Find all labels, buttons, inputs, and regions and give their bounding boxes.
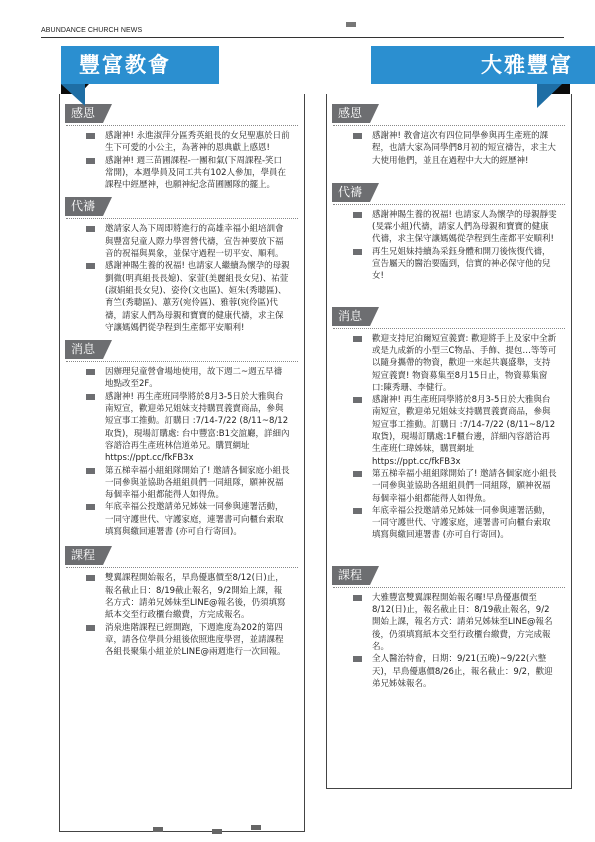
right-banner-title: 大雅豐富	[481, 53, 573, 77]
bullet-list	[327, 592, 571, 690]
section-left-2	[60, 338, 304, 538]
section-heading: 感恩	[332, 104, 370, 123]
section-divider	[66, 218, 298, 219]
section-divider	[333, 587, 565, 588]
bullet-item: 全人醫治特會，日期：9/21(五晚)~9/22(六整天)，早鳥優惠價8/26止，報名截止：9/2，歡迎弟兄姊妹報名。	[327, 653, 571, 690]
bullet-item: 感謝神! 再生產班同學將於8月3-5日於大雅與台南短宣，歡迎弟兄姐妹支持購買義賣商品，參與短宣事工推動。訂購日 :7/14-7/22 (8/11~8/12取貨)，現場訂購處:1F櫃台邊，詳細內容諮洽再生產班仁瑋姊妹，購買網址https://ppt.cc/fkFB3x	[327, 394, 571, 468]
bullet-item: 歡迎支持尼泊爾短宣義賣: 歡迎將手上及家中全新或是九成新的小型三C物品、手飾、提包…等等可以隨身攜帶的物資，歡迎一來起共襄盛舉，支持短宣義賣! 物資募集至8月15日止，物資募集窗口:陳秀珊、李健行。	[327, 333, 571, 394]
section-left-0	[60, 102, 304, 191]
bullet-item: 年底幸福公投邀請弟兄姊妹一同參與連署活動，一同守護世代、守護家庭，連署書可向櫃台索取填寫與繳回連署書 (亦可自行寄回)。	[327, 505, 571, 542]
section-heading: 課程	[332, 566, 370, 585]
right-column	[326, 94, 572, 789]
bullet-item: 雙翼課程開始報名，早鳥優惠價至8/12(日)止，報名截止日：8/19截止報名，9/2開始上課，報名方式：請弟兄姊妹至LINE@報名後，仍須填寫紙本交至行政櫃台繳費，方完成報名。	[60, 572, 304, 621]
section-heading: 代禱	[65, 197, 103, 216]
bullet-item: 再生兄姐妹持續為采鈺身體和開刀後恢復代禱，宣告屬天的醫治要臨到，信實的神必保守他的兒女!	[327, 246, 571, 283]
left-banner-title: 豐富教會	[79, 53, 171, 77]
section-heading: 感恩	[65, 104, 103, 123]
header-rule	[41, 37, 564, 38]
left-column	[59, 94, 305, 832]
bullet-list	[327, 130, 571, 167]
bullet-item: 第五梯幸福小組組隊開始了! 邀請各個家庭小組長一同參與並協助各組組員們一同組隊，願神祝福每個幸福小組都能得人如得魚。	[60, 465, 304, 502]
footer-mark	[212, 829, 222, 834]
bullet-item: 感謝神賜生養的祝福! 也請家人繼續為懷孕的母親劉微(明真組長長媳)、家萱(美麗組長女兒)、祐萱(淑娟組長女兒)、姿伶(文也區)、姮朱(秀聰區)、育竺(秀聰區)、蕙芳(宛伶區)、雅蓉(宛伶區)代禱，請家人們為母親和寶寶的健康代禱，求主保守讓媽媽們從孕程到生產都平安順利!	[60, 260, 304, 334]
bullet-list	[60, 223, 304, 334]
header-mark	[346, 22, 356, 27]
bullet-item: 第五梯幸福小組組隊開始了! 邀請各個家庭小組長一同參與並協助各組組員們一同組隊，願神祝福每個幸福小組都能得人如得魚。	[327, 468, 571, 505]
section-divider	[333, 125, 565, 126]
bullet-item: 感謝神! 再生產班同學將於8月3-5日於大雅與台南短宣，歡迎弟兄姐妹支持購買義賣商品，參與短宣事工推動。訂購日 :7/14-7/22 (8/11~8/12取貨)，現場訂購處: 台中豐富:B1交誼廳，詳細內容諮洽再生產班林信道弟兄。購買網址 https://ppt.cc/fkFB3x	[60, 391, 304, 465]
left-banner	[61, 46, 219, 84]
bullet-item: 消泉進階課程已經開跑，下週進度為202的第四章，請各位學員分組後依照進度學習，並請課程各組長聚集小組並於LINE@兩週進行一次回報。	[60, 622, 304, 659]
bullet-item: 感謝神賜生養的祝福! 也請家人為懷孕的母親靜雯(旻霖小組)代禱，請家人們為母親和寶寶的健康代禱，求主保守讓媽媽從孕程到生產都平安順利!	[327, 209, 571, 246]
section-right-0	[327, 102, 571, 167]
bullet-list	[327, 209, 571, 283]
bullet-list	[327, 333, 571, 542]
bullet-item: 邀請家人為下周即將進行的高雄幸福小組培訓會與豐富兒童人際力學習營代禱，宣告神要放下福音的祝福與異象，並保守過程一切平安、順利。	[60, 223, 304, 260]
section-divider	[333, 204, 565, 205]
bullet-item: 感謝神! 教會這次有四位同學參與再生產班的課程，也請大家為同學們8月初的短宣禱告，求主大大使用他們，並且在過程中大大的經歷神!	[327, 130, 571, 167]
section-heading: 消息	[332, 307, 370, 326]
bullet-item: 年底幸福公投邀請弟兄姊妹一同參與連署活動，一同守護世代、守護家庭，連署書可向櫃台索取填寫與繳回連署書 (亦可自行寄回)。	[60, 501, 304, 538]
section-divider	[66, 361, 298, 362]
section-right-2	[327, 305, 571, 542]
footer-mark	[251, 825, 261, 830]
section-divider	[66, 567, 298, 568]
section-left-1	[60, 195, 304, 334]
section-heading: 代禱	[332, 183, 370, 202]
section-divider	[66, 125, 298, 126]
section-right-1	[327, 181, 571, 283]
bullet-item: 大雅豐富雙翼課程開始報名囉!早鳥優惠價至8/12(日)止，報名截止日：8/19截止報名，9/2開始上課，報名方式：請弟兄姊妹至LINE@報名後，仍須填寫紙本交至行政櫃台繳費，方完成報名。	[327, 592, 571, 653]
section-divider	[333, 328, 565, 329]
bullet-list	[60, 572, 304, 658]
right-banner-fold	[537, 84, 562, 108]
section-right-3	[327, 564, 571, 690]
section-heading: 消息	[65, 340, 103, 359]
bullet-list	[60, 366, 304, 538]
bullet-list	[60, 130, 304, 191]
footer-mark	[153, 827, 163, 832]
right-banner	[371, 46, 595, 84]
bullet-item: 感謝神! 週三苗圃課程-一團和氣(下周課程-笑口常開)，本週學員及同工共有102人參加，學員在課程中經歷神，也願神紀念苗圃團隊的擺上。	[60, 155, 304, 192]
bullet-item: 因辦理兒童營會場地使用，故下週二~週五早禱地點改至2F。	[60, 366, 304, 391]
section-heading: 課程	[65, 546, 103, 565]
left-banner-fold	[61, 84, 85, 106]
newsletter-title: ABUNDANCE CHURCH NEWS	[41, 27, 143, 34]
section-left-3	[60, 544, 304, 658]
bullet-item: 感謝神! 永進淑萍分區秀英組長的女兒聖惠於日前生下可愛的小公主，為著神的恩典獻上感恩!	[60, 130, 304, 155]
